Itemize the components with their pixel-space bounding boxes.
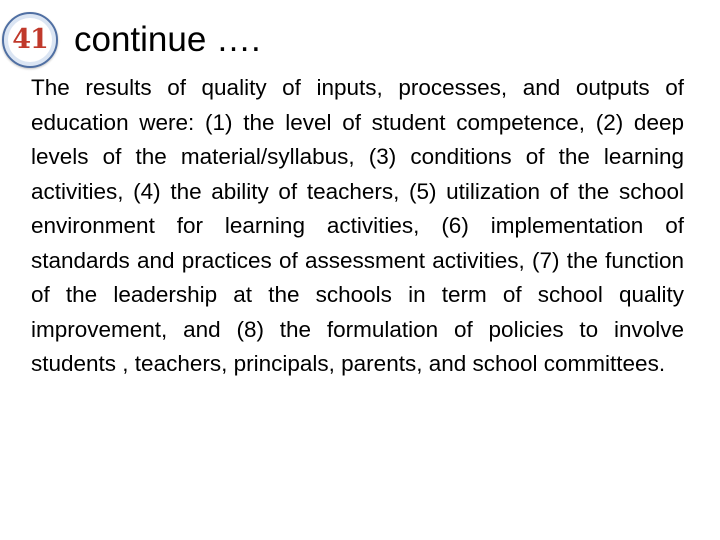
slide-number-badge <box>2 12 58 68</box>
body-paragraph: The results of quality of inputs, processes, and outputs of education were: (1) the level of student competence, (2) deep levels of the material/syllabus, (3) conditions of the learning activities, (4) the ability of teachers, (5) utilization of the school environment for learning activities, (6) implementation of standards and practices of assessment activities, (7) the function of the leadership at the schools in term of school quality improvement, and (8) the formulation of policies to involve students , teachers, principals, parents, and school committees. <box>31 75 684 376</box>
slide-title: continue …. <box>74 20 261 59</box>
slide-number: 41 <box>12 23 48 55</box>
slide-header <box>2 12 522 74</box>
